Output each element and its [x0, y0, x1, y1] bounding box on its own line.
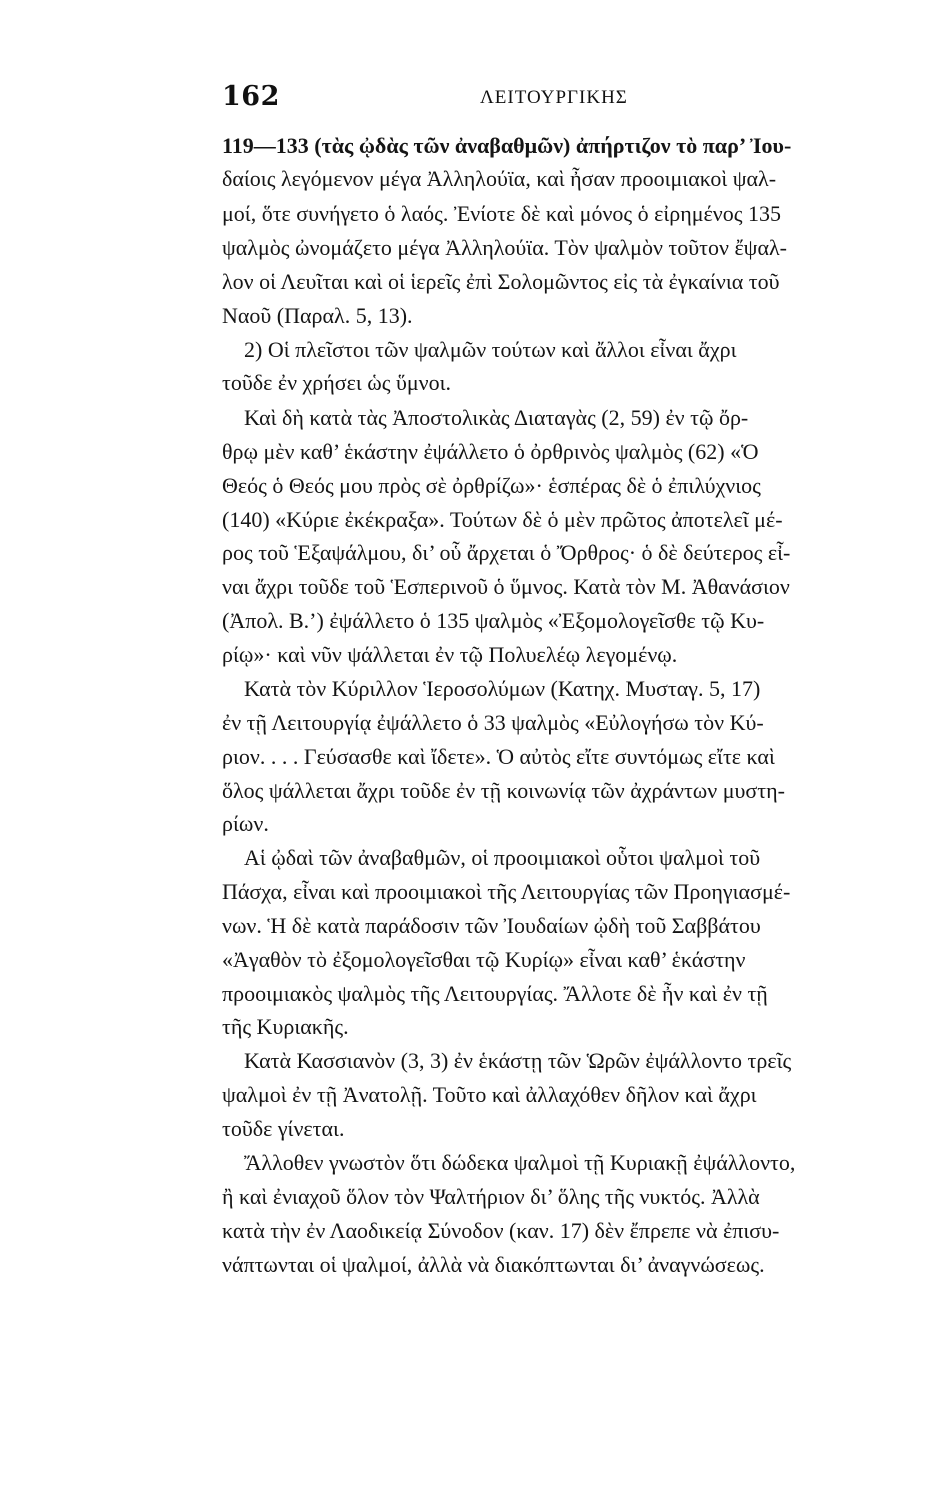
text-line: τοῦδε ἐν χρήσει ὡς ὕμνοι.: [222, 370, 452, 395]
text-line: 2) Οἱ πλεῖστοι τῶν ψαλμῶν τούτων καὶ ἄλλοι εἶναι ἄχρι: [244, 337, 737, 362]
text-line: τῆς Κυριακῆς.: [222, 1014, 349, 1039]
text-line: ἐν τῇ Λειτουργίᾳ ἐψάλλετο ὁ 33 ψαλμὸς «Εὐλογήσω τὸν Κύ-: [222, 710, 764, 735]
text-line: προοιμιακὸς ψαλμὸς τῆς Λειτουργίας. Ἄλλοτε δὲ ἦν καὶ ἐν τῇ: [222, 981, 768, 1006]
text-line: νάπτωνται οἱ ψαλμοί, ἀλλὰ νὰ διακόπτωνται δι’ ἀναγνώσεως.: [222, 1252, 765, 1277]
text-line: ὅλος ψάλλεται ἄχρι τοῦδε ἐν τῇ κοινωνίᾳ τῶν ἀχράντων μυστη-: [222, 778, 785, 803]
text-line: κατὰ τὴν ἐν Λαοδικείᾳ Σύνοδον (καν. 17) δὲν ἔπρεπε νὰ ἐπισυ-: [222, 1218, 780, 1243]
text-line: ρος τοῦ Ἑξαψάλμου, δι’ οὗ ἄρχεται ὁ Ὄρθρος· ὁ δὲ δεύτερος εἶ-: [222, 540, 791, 565]
text-line: ριον. . . . Γεύσασθε καὶ ἴδετε». Ὁ αὐτὸς εἴτε συντόμως εἴτε καὶ: [222, 744, 775, 769]
text-line: λον οἱ Λευῖται καὶ οἱ ἱερεῖς ἐπὶ Σολομῶντος εἰς τὰ ἐγκαίνια τοῦ: [222, 269, 780, 294]
text-line: ρίῳ»· καὶ νῦν ψάλλεται ἐν τῷ Πολυελέῳ λεγομένῳ.: [222, 642, 678, 667]
text-line: θρῳ μὲν καθ’ ἑκάστην ἐψάλλετο ὁ ὀρθρινὸς ψαλμὸς (62) «Ὁ: [222, 439, 759, 464]
text-line: (Ἀπολ. Β.’) ἐψάλλετο ὁ 135 ψαλμὸς «Ἐξομολογεῖσθε τῷ Κυ-: [222, 608, 765, 633]
text-line: Καὶ δὴ κατὰ τὰς Ἀποστολικὰς Διαταγὰς (2, 59) ἐν τῷ ὄρ-: [244, 405, 749, 430]
text-line: Ναοῦ (Παραλ. 5, 13).: [222, 303, 413, 328]
text-line: νων. Ἡ δὲ κατὰ παράδοσιν τῶν Ἰουδαίων ᾠδὴ τοῦ Σαββάτου: [222, 913, 761, 938]
text-line: ψαλμοὶ ἐν τῇ Ἀνατολῇ. Τοῦτο καὶ ἀλλαχόθεν δῆλον καὶ ἄχρι: [222, 1082, 757, 1107]
text-line: μοί, ὅτε συνήγετο ὁ λαός. Ἐνίοτε δὲ καὶ μόνος ὁ εἰρημένος 135: [222, 201, 781, 226]
text-line: τοῦδε γίνεται.: [222, 1116, 345, 1141]
text-line: Πάσχα, εἶναι καὶ προοιμιακοὶ τῆς Λειτουργίας τῶν Προηγιασμέ-: [222, 879, 791, 904]
text-line: Κατὰ Κασσιανὸν (3, 3) ἐν ἑκάστῃ τῶν Ὡρῶν ἐψάλλοντο τρεῖς: [244, 1048, 792, 1073]
text-line: ναι ἄχρι τοῦδε τοῦ Ἑσπερινοῦ ὁ ὕμνος. Κατὰ τὸν Μ. Ἀθανάσιον: [222, 574, 790, 599]
text-line: 119—133 (τὰς ᾠδὰς τῶν ἀναβαθμῶν) ἀπήρτιζον τὸ παρ’ Ἰου-: [222, 133, 792, 158]
text-line: δαίοις λεγόμενον μέγα Ἀλληλούϊα, καὶ ἦσαν προοιμιακοὶ ψαλ-: [222, 166, 777, 191]
text-line: Ἄλλοθεν γνωστὸν ὅτι δώδεκα ψαλμοὶ τῇ Κυριακῇ ἐψάλλοντο,: [244, 1150, 796, 1175]
text-line: ψαλμὸς ὠνομάζετο μέγα Ἀλληλούϊα. Τὸν ψαλμὸν τοῦτον ἔψαλ-: [222, 235, 787, 260]
text-line: (140) «Κύριε ἐκέκραξα». Τούτων δὲ ὁ μὲν πρῶτος ἀποτελεῖ μέ-: [222, 507, 783, 532]
text-line: «Ἀγαθὸν τὸ ἐξομολογεῖσθαι τῷ Κυρίῳ» εἶναι καθ’ ἑκάστην: [222, 947, 746, 972]
text-line: Αἱ ᾠδαὶ τῶν ἀναβαθμῶν, οἱ προοιμιακοὶ οὗτοι ψαλμοὶ τοῦ: [244, 845, 761, 870]
text-line: Θεός ὁ Θεός μου πρὸς σὲ ὀρθρίζω»· ἑσπέρας δὲ ὁ ἐπιλύχνιος: [222, 473, 761, 498]
running-head: ΛΕΙΤΟΥΡΓΙΚΗΣ: [480, 87, 628, 108]
text-line: ρίων.: [222, 811, 269, 836]
text-line: Κατὰ τὸν Κύριλλον Ἱεροσολύμων (Κατηχ. Μυσταγ. 5, 17): [244, 676, 761, 701]
page-number: 162: [222, 81, 280, 112]
text-line: ἢ καὶ ἐνιαχοῦ ὅλον τὸν Ψαλτήριον δι’ ὅλης τῆς νυκτός. Ἀλλὰ: [222, 1184, 760, 1209]
